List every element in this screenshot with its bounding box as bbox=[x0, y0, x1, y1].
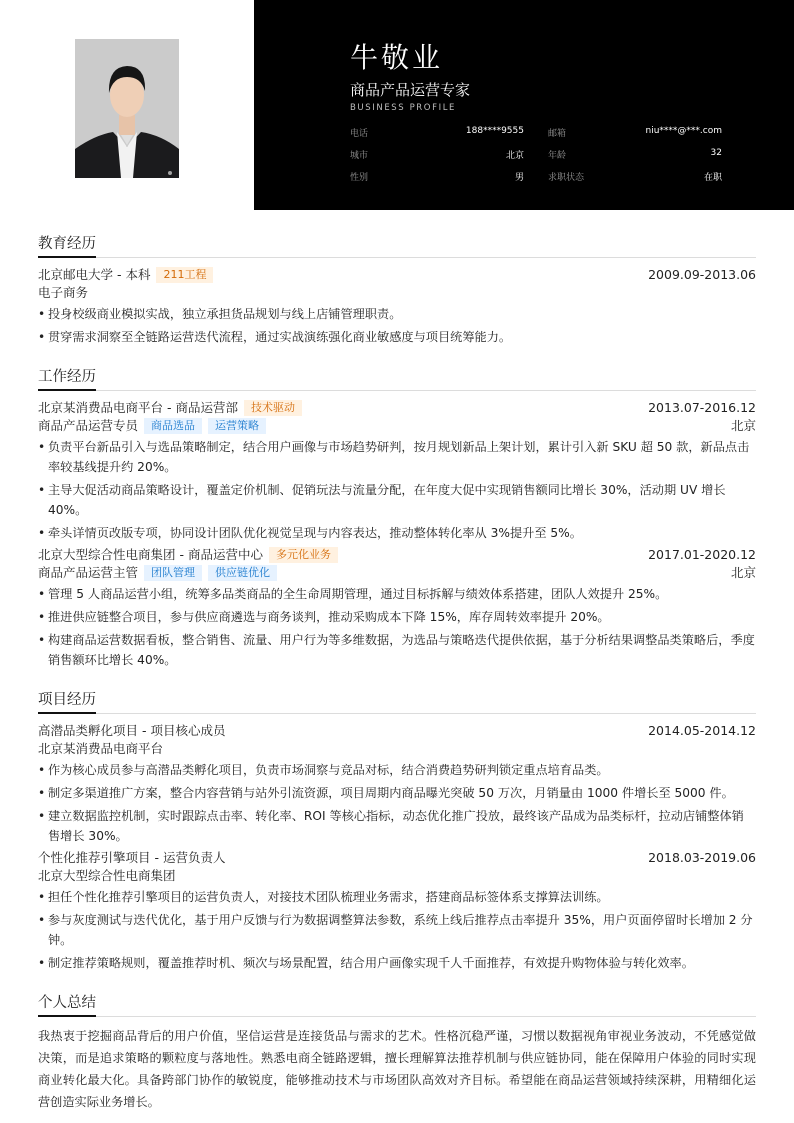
project-entry bbox=[38, 722, 756, 846]
list-item: • 参与灰度测试与迭代优化，基于用户反馈与行为数据调整算法参数，系统上线后推荐点击率提升 35%，用户页面停留时长增加 2 分钟。 bbox=[38, 910, 756, 950]
list-item: • 建立数据监控机制，实时跟踪点击率、转化率、ROI 等核心指标，动态优化推广投放，最终该产品成为品类标杆，拉动店铺整体销售增长 30%。 bbox=[38, 806, 756, 846]
info-label: 城市 bbox=[350, 151, 369, 161]
info-label: 邮箱 bbox=[548, 129, 567, 139]
list-item: • 推进供应链整合项目，参与供应商遴选与商务谈判，推动采购成本下降 15%，库存周转效率提升 20%。 bbox=[38, 607, 756, 627]
project-org: 北京某消费品电商平台 bbox=[38, 741, 164, 756]
info-label: 性别 bbox=[350, 173, 369, 183]
work-section bbox=[38, 365, 756, 670]
info-label: 电话 bbox=[350, 129, 369, 139]
info-phone bbox=[350, 126, 524, 140]
resume-header bbox=[0, 0, 794, 210]
education-date: 2009.09-2013.06 bbox=[648, 267, 756, 282]
list-item: • 构建商品运营数据看板，整合销售、流量、用户行为等多维数据，为选品与策略迭代提供依据，基于分析结果调整品类策略后，季度销售额环比增长 40%。 bbox=[38, 630, 756, 670]
major: 电子商务 bbox=[38, 285, 89, 300]
list-item: • 作为核心成员参与高潜品类孵化项目，负责市场洞察与竞品对标，结合消费趋势研判锁定重点培育品类。 bbox=[38, 760, 756, 780]
section-heading: 个人总结 bbox=[38, 991, 756, 1017]
company-tag: 多元化业务 bbox=[269, 547, 338, 563]
info-age bbox=[548, 148, 722, 162]
project-org: 北京大型综合性电商集团 bbox=[38, 868, 176, 883]
info-label: 年龄 bbox=[548, 151, 567, 161]
list-item: • 担任个性化推荐引擎项目的运营负责人，对接技术团队梳理业务需求，搭建商品标签体系支撑算法训练。 bbox=[38, 887, 756, 907]
job-date: 2017.01-2020.12 bbox=[648, 547, 756, 562]
candidate-title: 商品产品运营专家 bbox=[350, 81, 471, 99]
list-item: • 牵头详情页改版专项，协同设计团队优化视觉呈现与内容表达，推动整体转化率从 3%提升至 5%。 bbox=[38, 523, 756, 543]
list-item: • 制定推荐策略规则，覆盖推荐时机、频次与场景配置，结合用户画像实现千人千面推荐，有效提升购物体验与转化效率。 bbox=[38, 953, 756, 973]
school-tag: 211工程 bbox=[156, 267, 213, 283]
info-value: 在职 bbox=[703, 173, 722, 183]
info-job-status bbox=[548, 170, 722, 184]
list-item: • 主导大促活动商品策略设计，覆盖定价机制、促销玩法与流量分配，在年度大促中实现销售额同比增长 30%，活动期 UV 增长 40%。 bbox=[38, 480, 756, 520]
info-gender bbox=[350, 170, 524, 184]
info-value: niu****@***.com bbox=[645, 126, 722, 136]
info-value: 北京 bbox=[505, 151, 524, 161]
photo-area bbox=[0, 0, 254, 210]
project-name: 高潜品类孵化项目 - 项目核心成员 bbox=[38, 723, 226, 738]
list-item: • 负责平台新品引入与选品策略制定，结合用户画像与市场趋势研判，按月规划新品上架计划，累计引入新 SKU 超 50 款，新品点击率较基线提升约 20%。 bbox=[38, 437, 756, 477]
job-entry bbox=[38, 546, 756, 670]
project-date: 2018.03-2019.06 bbox=[648, 850, 756, 865]
list-item: • 管理 5 人商品运营小组，统筹多品类商品的全生命周期管理，通过目标拆解与绩效体系搭建，团队人效提升 25%。 bbox=[38, 584, 756, 604]
summary-section bbox=[38, 991, 756, 1113]
company-tag: 技术驱动 bbox=[244, 400, 302, 416]
section-heading: 工作经历 bbox=[38, 365, 756, 391]
info-value: 32 bbox=[710, 148, 722, 158]
job-date: 2013.07-2016.12 bbox=[648, 400, 756, 415]
profile-subtitle: BUSINESS PROFILE bbox=[350, 103, 457, 113]
info-value: 188****9555 bbox=[465, 126, 524, 136]
job-role: 商品产品运营主管 bbox=[38, 565, 139, 580]
job-location: 北京 bbox=[730, 565, 756, 580]
project-entry bbox=[38, 849, 756, 973]
education-entry bbox=[38, 266, 756, 347]
school-name: 北京邮电大学 - 本科 bbox=[38, 267, 151, 282]
section-heading: 教育经历 bbox=[38, 232, 756, 258]
job-location: 北京 bbox=[730, 418, 756, 433]
projects-section bbox=[38, 688, 756, 973]
summary-text: 我热衷于挖掘商品背后的用户价值，坚信运营是连接货品与需求的艺术。性格沉稳严谨，习惯以数据视角审视业务波动，不凭感觉做决策，而是追求策略的颗粒度与落地性。熟悉电商全链路逻辑，擅长理解算法推荐机制与供应链协同，能在保障用户体验的同时实现商业转化最大化。具备跨部门协作的敏锐度，能够推动技术与市场团队高效对齐目标。希望能在商品运营领域持续深耕，用精细化运营创造实际业务增长。 bbox=[38, 1029, 756, 1109]
section-heading: 项目经历 bbox=[38, 688, 756, 714]
company-name: 北京大型综合性电商集团 - 商品运营中心 bbox=[38, 547, 263, 562]
list-item: • 贯穿需求洞察至全链路运营迭代流程，通过实战演练强化商业敏感度与项目统筹能力。 bbox=[38, 327, 756, 347]
candidate-name: 牛敬业 bbox=[350, 41, 444, 74]
education-section bbox=[38, 232, 756, 347]
profile-photo bbox=[75, 39, 179, 178]
skill-tag: 团队管理 bbox=[144, 565, 202, 581]
list-item: • 制定多渠道推广方案，整合内容营销与站外引流资源，项目周期内商品曝光突破 50 万次，月销量由 1000 件增长至 5000 件。 bbox=[38, 783, 756, 803]
header-panel bbox=[254, 0, 794, 210]
resume-content bbox=[38, 232, 756, 1123]
job-role: 商品产品运营专员 bbox=[38, 418, 139, 433]
job-entry bbox=[38, 399, 756, 543]
info-city bbox=[350, 148, 524, 162]
skill-tag: 供应链优化 bbox=[208, 565, 277, 581]
project-date: 2014.05-2014.12 bbox=[648, 723, 756, 738]
project-name: 个性化推荐引擎项目 - 运营负责人 bbox=[38, 850, 226, 865]
info-value: 男 bbox=[514, 173, 524, 183]
skill-tag: 商品选品 bbox=[144, 418, 202, 434]
list-item: • 投身校级商业模拟实战，独立承担货品规划与线上店铺管理职责。 bbox=[38, 304, 756, 324]
info-label: 求职状态 bbox=[548, 173, 585, 183]
info-email bbox=[548, 126, 722, 140]
company-name: 北京某消费品电商平台 - 商品运营部 bbox=[38, 400, 238, 415]
skill-tag: 运营策略 bbox=[208, 418, 266, 434]
